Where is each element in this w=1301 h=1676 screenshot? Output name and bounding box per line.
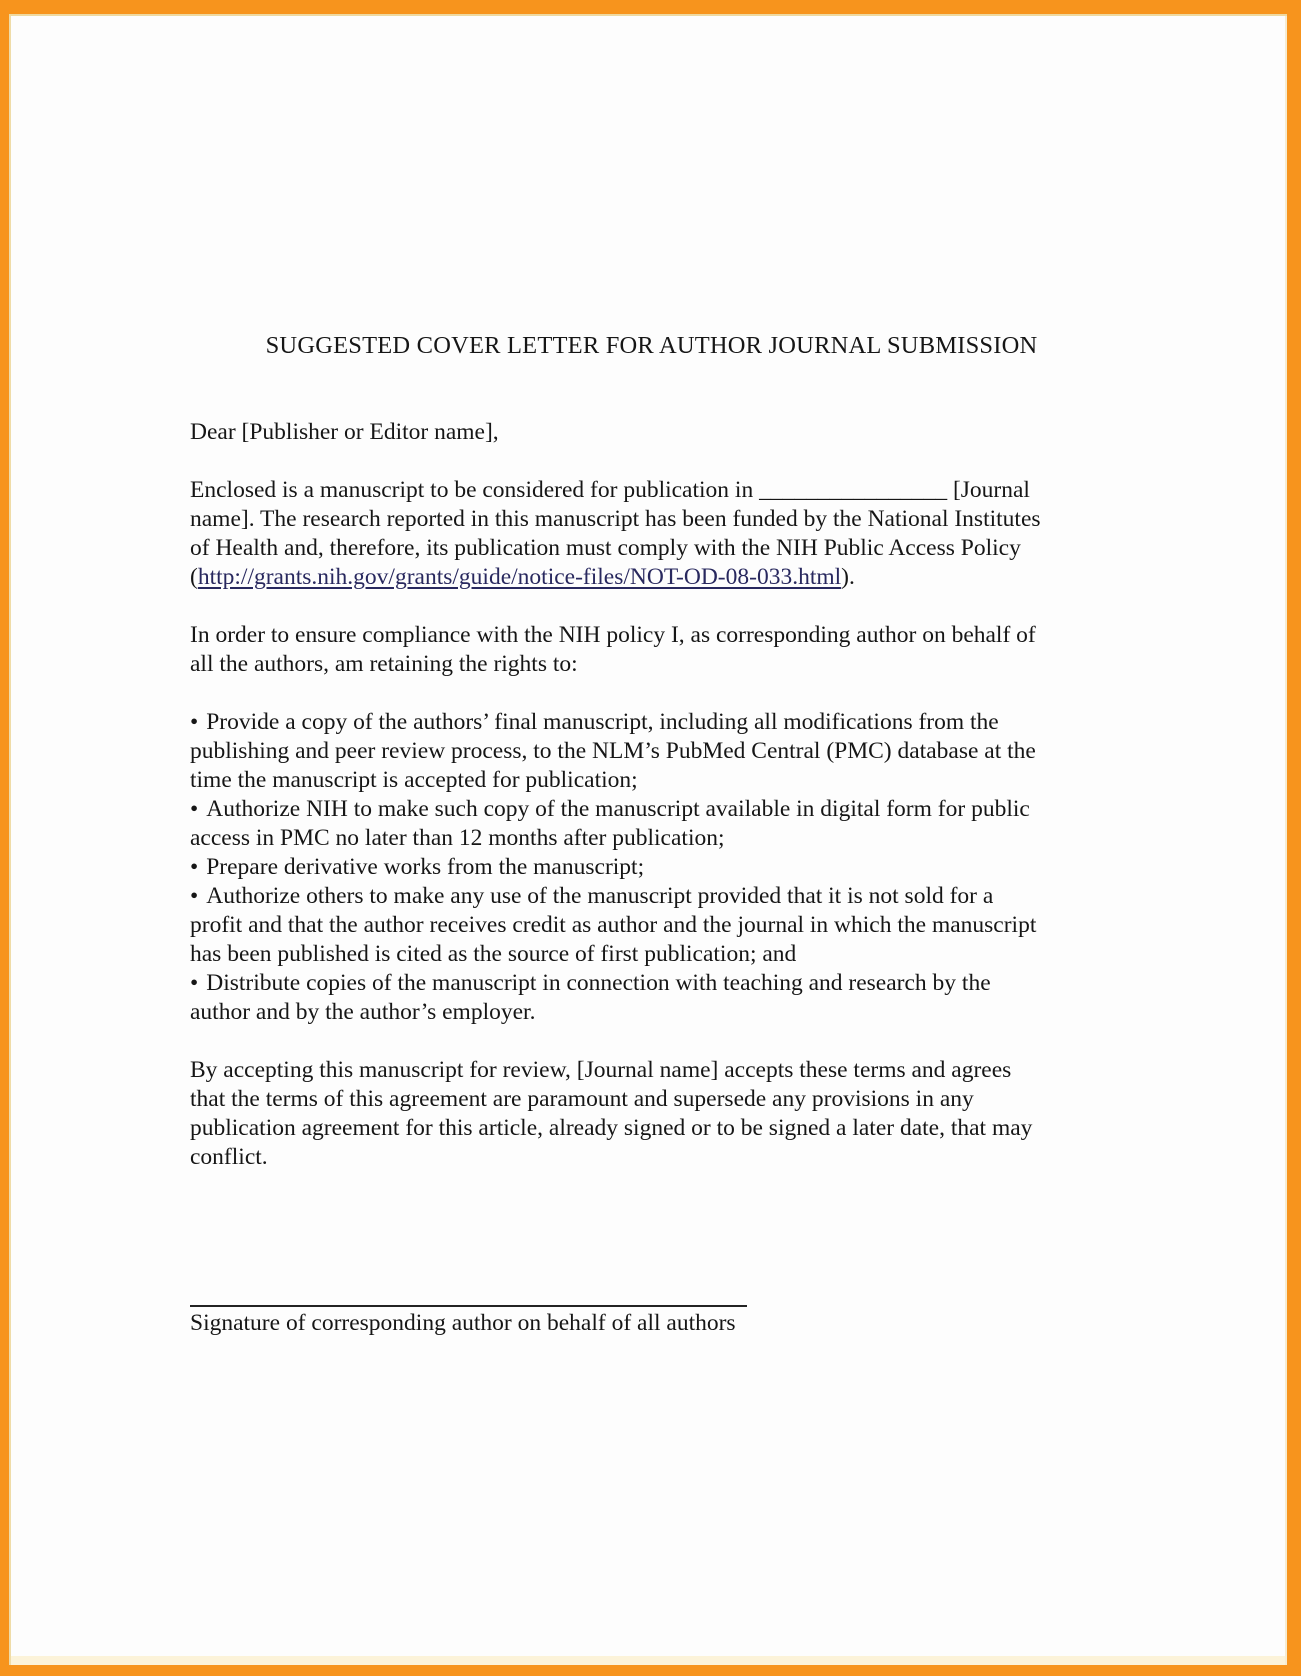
paragraph-enclosed-text-after: ). — [841, 564, 855, 590]
letter-title: SUGGESTED COVER LETTER FOR AUTHOR JOURNAL SUBMISSION — [265, 332, 1038, 359]
signature-block — [190, 1305, 1043, 1338]
salutation: Dear [Publisher or Editor name], — [190, 419, 499, 445]
list-item — [190, 882, 1043, 969]
list-item-text: Prepare derivative works from the manuscript; — [206, 854, 645, 880]
list-item-text: Distribute copies of the manuscript in connection with teaching and research by the author and by the author’s employer. — [190, 970, 991, 1025]
signature-line — [190, 1305, 747, 1307]
bullet-marker: • — [190, 709, 199, 735]
bullet-marker: • — [190, 854, 199, 880]
paragraph-enclosed — [190, 476, 1043, 592]
bullet-marker: • — [190, 970, 199, 996]
list-item — [190, 969, 1043, 1027]
bullet-marker: • — [190, 883, 199, 909]
list-item — [190, 708, 1043, 795]
signature-caption: Signature of corresponding author on behalf of all authors — [190, 1310, 736, 1336]
list-item — [190, 795, 1043, 853]
list-item-text: Authorize NIH to make such copy of the manuscript available in digital form for public access in PMC no later than 12 months after publication; — [190, 796, 1030, 851]
letter-page — [9, 14, 1287, 1665]
list-item-text: Authorize others to make any use of the manuscript provided that it is not sold for a profit and that the author receives credit as author and the journal in which the manuscript has been published is cited as the source of first publication; and — [190, 883, 1037, 967]
list-item — [190, 853, 1043, 882]
paragraph-enclosed-text-before: Enclosed is a manuscript to be considered for publication in ________________ [Journal name]. The research reported in this manuscript has been funded by the National Institutes of Health and, therefore, its publication must comply with the NIH Public Access Policy ( — [190, 477, 1041, 590]
paragraph-acceptance: By accepting this manuscript for review, [Journal name] accepts these terms and agrees that the terms of this agreement are paramount and supersede any provisions in any publication agreement for this article, already signed or to be signed a later date, that may conflict. — [190, 1057, 1033, 1170]
letter-content — [190, 331, 1043, 1338]
nih-policy-link[interactable]: http://grants.nih.gov/grants/guide/notice-files/NOT-OD-08-033.html — [197, 564, 842, 590]
rights-list — [190, 708, 1043, 1027]
list-item-text: Provide a copy of the authors’ final manuscript, including all modifications from the publishing and peer review process, to the NLM’s PubMed Central (PMC) database at the time the manuscript is accepted for publication; — [190, 709, 1036, 793]
bullet-marker: • — [190, 796, 199, 822]
paragraph-compliance: In order to ensure compliance with the NIH policy I, as corresponding author on behalf of all the authors, am retaining the rights to: — [190, 622, 1036, 677]
